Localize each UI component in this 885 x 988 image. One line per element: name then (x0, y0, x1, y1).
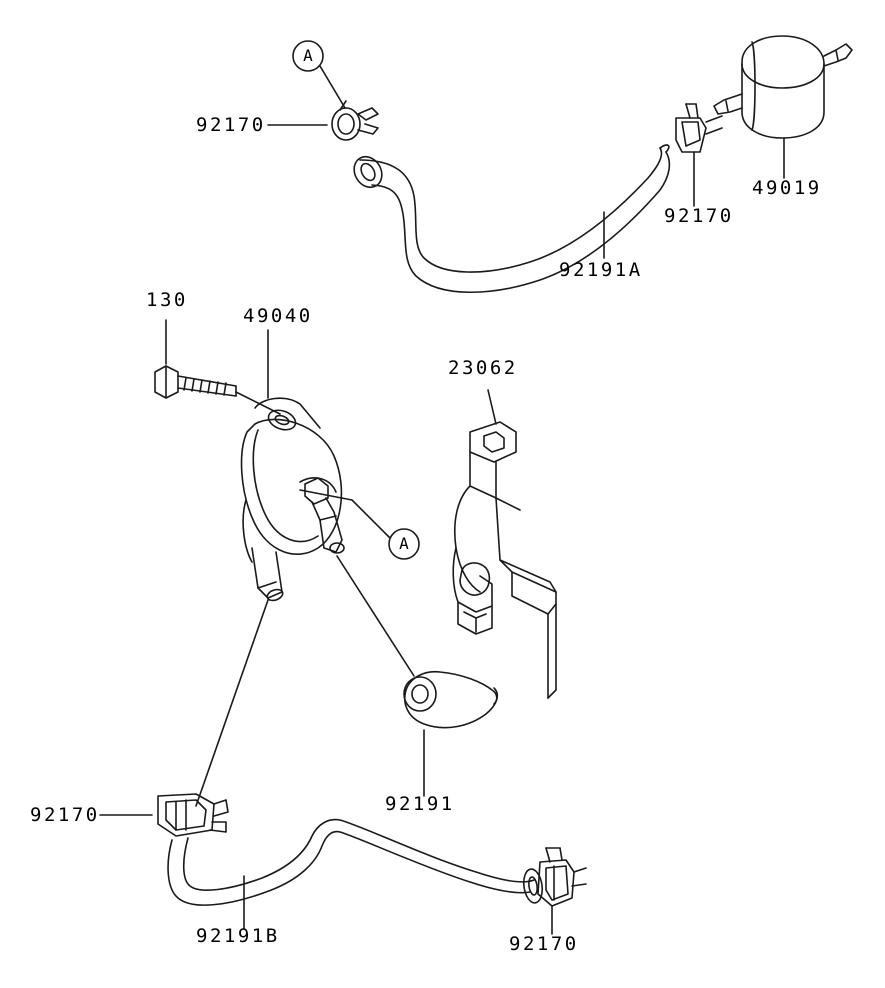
part-label-92170-top-left: 92170 (196, 114, 266, 136)
bolt-130 (155, 366, 236, 398)
part-label-92191B: 92191B (196, 925, 280, 947)
fuel-filter-49019 (714, 36, 852, 138)
callout-a-top-label: A (303, 46, 313, 65)
callout-a-mid-label: A (399, 534, 409, 553)
leader-pump-to-92191 (337, 556, 414, 676)
part-label-49040: 49040 (243, 305, 313, 327)
callout-a-mid-leader (300, 490, 390, 538)
part-label-92191: 92191 (385, 793, 455, 815)
hose-92191 (404, 672, 497, 728)
fuel-pump-49040 (242, 398, 344, 602)
part-label-92170-top-right: 92170 (664, 205, 734, 227)
part-label-130: 130 (146, 289, 188, 311)
part-label-92170-lower-left: 92170 (30, 804, 100, 826)
part-label-92170-bottom: 92170 (509, 933, 579, 955)
leader-23062 (488, 390, 496, 424)
clamp-bottom-right (538, 848, 586, 906)
part-label-49019: 49019 (752, 177, 822, 199)
leader-pump-to-clamp-lower (196, 600, 268, 806)
part-label-92191A: 92191A (559, 259, 643, 281)
part-label-23062: 23062 (448, 357, 518, 379)
clamp-top-right (676, 104, 722, 152)
callout-a-top-leader (320, 66, 345, 108)
clamp-lower-left (158, 794, 228, 836)
clamp-top-left (332, 101, 378, 140)
bracket-23062 (453, 422, 556, 698)
